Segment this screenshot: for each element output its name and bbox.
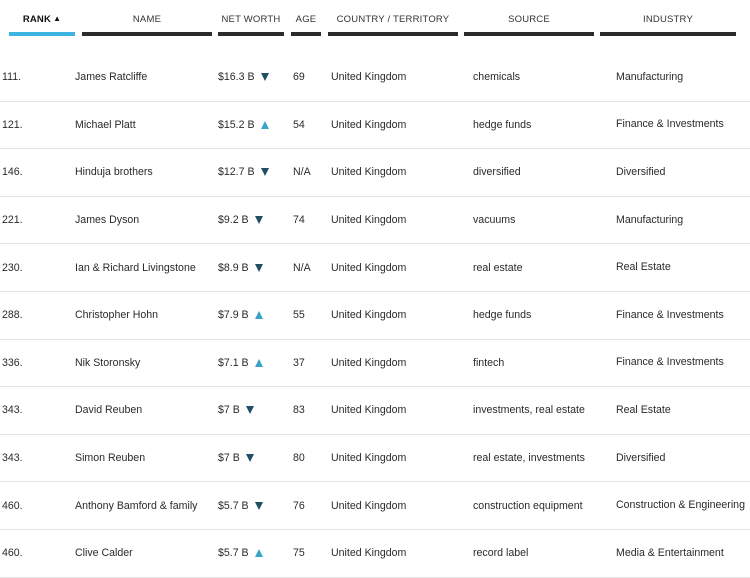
source-cell: hedge funds bbox=[473, 309, 532, 322]
column-header-net-worth-bar bbox=[218, 32, 284, 36]
trend-up-icon bbox=[255, 359, 263, 367]
chevron-up-icon: ▲ bbox=[53, 14, 62, 23]
source-cell: real estate, investments bbox=[473, 452, 585, 465]
net-worth-cell bbox=[218, 244, 288, 291]
rank-cell: 343. bbox=[2, 404, 23, 417]
column-header-net-worth[interactable] bbox=[218, 0, 284, 38]
rank-cell: 288. bbox=[2, 309, 23, 322]
column-header-rank-indicator bbox=[9, 32, 75, 36]
column-header-source-bar bbox=[464, 32, 594, 36]
net-worth-value: $7.1 B bbox=[218, 356, 249, 369]
column-header-rank[interactable] bbox=[9, 0, 75, 38]
column-header-industry[interactable] bbox=[600, 0, 736, 38]
country-cell: United Kingdom bbox=[331, 499, 407, 512]
table-row[interactable] bbox=[0, 340, 750, 388]
column-header-rank-label: RANK bbox=[22, 14, 52, 25]
trend-down-icon bbox=[246, 406, 254, 414]
age-cell: 55 bbox=[293, 309, 305, 322]
trend-down-icon bbox=[255, 216, 263, 224]
net-worth-value: $15.2 B bbox=[218, 118, 255, 131]
name-cell: Clive Calder bbox=[75, 547, 133, 560]
age-cell: 69 bbox=[293, 71, 305, 84]
table-header bbox=[0, 0, 750, 40]
age-cell: 83 bbox=[293, 404, 305, 417]
source-cell: fintech bbox=[473, 356, 505, 369]
net-worth-cell bbox=[218, 197, 288, 244]
trend-down-icon bbox=[261, 73, 269, 81]
country-cell: United Kingdom bbox=[331, 309, 407, 322]
trend-down-icon bbox=[246, 454, 254, 462]
column-header-source[interactable] bbox=[464, 0, 594, 38]
net-worth-cell bbox=[218, 292, 288, 339]
industry-cell: Diversified bbox=[616, 451, 666, 464]
table-row[interactable] bbox=[0, 149, 750, 197]
country-cell: United Kingdom bbox=[331, 118, 407, 131]
country-cell: United Kingdom bbox=[331, 452, 407, 465]
source-cell: record label bbox=[473, 547, 529, 560]
rank-cell: 230. bbox=[2, 261, 23, 274]
rank-cell: 121. bbox=[2, 118, 23, 131]
table-row[interactable] bbox=[0, 102, 750, 150]
country-cell: United Kingdom bbox=[331, 261, 407, 274]
industry-cell: Construction & Engineering bbox=[616, 499, 745, 512]
net-worth-value: $16.3 B bbox=[218, 71, 255, 84]
rank-cell: 343. bbox=[2, 452, 23, 465]
column-header-age[interactable] bbox=[291, 0, 321, 38]
industry-cell: Manufacturing bbox=[616, 213, 684, 226]
trend-down-icon bbox=[255, 502, 263, 510]
country-cell: United Kingdom bbox=[331, 356, 407, 369]
industry-cell: Manufacturing bbox=[616, 70, 684, 83]
column-header-net-worth-label: NET WORTH bbox=[221, 14, 281, 25]
net-worth-value: $12.7 B bbox=[218, 166, 255, 179]
name-cell: Nik Storonsky bbox=[75, 356, 141, 369]
net-worth-cell bbox=[218, 387, 288, 434]
column-header-country[interactable] bbox=[328, 0, 458, 38]
source-cell: construction equipment bbox=[473, 499, 583, 512]
trend-up-icon bbox=[255, 549, 263, 557]
table-row[interactable] bbox=[0, 54, 750, 102]
industry-cell: Media & Entertainment bbox=[616, 546, 724, 559]
country-cell: United Kingdom bbox=[331, 166, 407, 179]
table-row[interactable] bbox=[0, 435, 750, 483]
age-cell: N/A bbox=[293, 261, 311, 274]
source-cell: chemicals bbox=[473, 71, 521, 84]
net-worth-cell bbox=[218, 482, 288, 529]
rank-cell: 460. bbox=[2, 499, 23, 512]
name-cell: Michael Platt bbox=[75, 118, 136, 131]
age-cell: 75 bbox=[293, 547, 305, 560]
net-worth-cell bbox=[218, 149, 288, 196]
source-cell: hedge funds bbox=[473, 118, 532, 131]
net-worth-cell bbox=[218, 530, 288, 577]
column-header-name-label: NAME bbox=[132, 14, 162, 25]
rank-cell: 336. bbox=[2, 356, 23, 369]
table-row[interactable] bbox=[0, 530, 750, 578]
net-worth-value: $7 B bbox=[218, 404, 240, 417]
trend-up-icon bbox=[261, 121, 269, 129]
name-cell: James Dyson bbox=[75, 214, 140, 227]
source-cell: vacuums bbox=[473, 214, 516, 227]
net-worth-value: $8.9 B bbox=[218, 261, 249, 274]
name-cell: Christopher Hohn bbox=[75, 309, 159, 322]
name-cell: Hinduja brothers bbox=[75, 166, 153, 179]
country-cell: United Kingdom bbox=[331, 547, 407, 560]
net-worth-value: $5.7 B bbox=[218, 547, 249, 560]
industry-cell: Finance & Investments bbox=[616, 308, 724, 321]
country-cell: United Kingdom bbox=[331, 214, 407, 227]
name-cell: Ian & Richard Livingstone bbox=[75, 261, 196, 274]
age-cell: 80 bbox=[293, 452, 305, 465]
industry-cell: Real Estate bbox=[616, 261, 671, 274]
net-worth-cell bbox=[218, 340, 288, 387]
name-cell: David Reuben bbox=[75, 404, 143, 417]
table-row[interactable] bbox=[0, 482, 750, 530]
column-header-country-bar bbox=[328, 32, 458, 36]
column-header-country-label: COUNTRY / TERRITORY bbox=[336, 14, 450, 25]
rank-cell: 146. bbox=[2, 166, 23, 179]
source-cell: real estate bbox=[473, 261, 523, 274]
net-worth-cell bbox=[218, 435, 288, 482]
net-worth-value: $7.9 B bbox=[218, 309, 249, 322]
net-worth-value: $7 B bbox=[218, 452, 240, 465]
industry-cell: Finance & Investments bbox=[616, 118, 724, 131]
age-cell: N/A bbox=[293, 166, 311, 179]
rank-cell: 111. bbox=[2, 71, 22, 84]
country-cell: United Kingdom bbox=[331, 71, 407, 84]
column-header-age-label: AGE bbox=[295, 14, 317, 25]
billionaire-table-body bbox=[0, 54, 750, 578]
industry-cell: Diversified bbox=[616, 165, 666, 178]
table-row[interactable] bbox=[0, 292, 750, 340]
column-header-source-label: SOURCE bbox=[508, 14, 550, 25]
name-cell: Simon Reuben bbox=[75, 452, 146, 465]
rank-cell: 460. bbox=[2, 547, 23, 560]
age-cell: 37 bbox=[293, 356, 305, 369]
age-cell: 54 bbox=[293, 118, 305, 131]
column-header-age-bar bbox=[291, 32, 321, 36]
column-header-industry-label: INDUSTRY bbox=[643, 14, 693, 25]
age-cell: 76 bbox=[293, 499, 305, 512]
name-cell: Anthony Bamford & family bbox=[75, 499, 198, 512]
table-row[interactable] bbox=[0, 387, 750, 435]
column-header-industry-bar bbox=[600, 32, 736, 36]
net-worth-value: $9.2 B bbox=[218, 214, 249, 227]
name-cell: James Ratcliffe bbox=[75, 71, 148, 84]
country-cell: United Kingdom bbox=[331, 404, 407, 417]
trend-down-icon bbox=[261, 168, 269, 176]
trend-down-icon bbox=[255, 264, 263, 272]
source-cell: investments, real estate bbox=[473, 404, 585, 417]
table-row[interactable] bbox=[0, 197, 750, 245]
column-header-name[interactable] bbox=[82, 0, 212, 38]
column-header-name-bar bbox=[82, 32, 212, 36]
net-worth-cell bbox=[218, 102, 288, 149]
industry-cell: Real Estate bbox=[616, 403, 671, 416]
source-cell: diversified bbox=[473, 166, 521, 179]
industry-cell: Finance & Investments bbox=[616, 356, 724, 369]
trend-up-icon bbox=[255, 311, 263, 319]
rank-cell: 221. bbox=[2, 214, 23, 227]
net-worth-value: $5.7 B bbox=[218, 499, 249, 512]
table-row[interactable] bbox=[0, 244, 750, 292]
net-worth-cell bbox=[218, 54, 288, 101]
age-cell: 74 bbox=[293, 214, 305, 227]
